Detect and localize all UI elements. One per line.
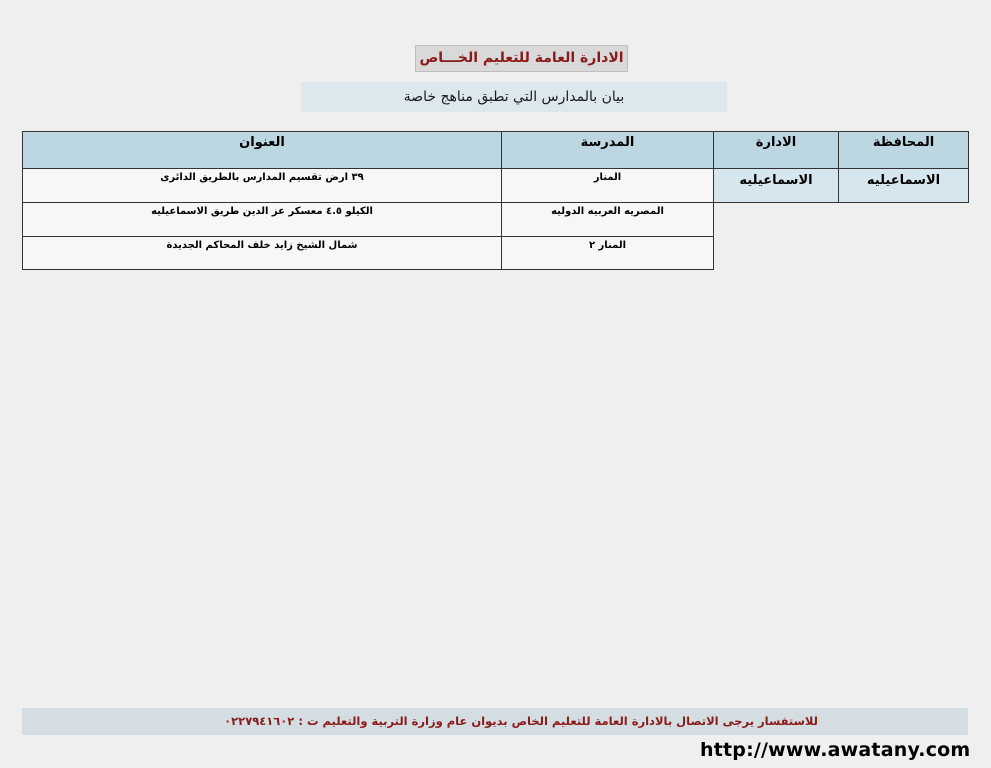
inquiry-footer: للاستفسار يرجى الاتصال بالادارة العامة للتعليم الخاص بديوان عام وزارة التربية والتعليم ت : ٠٢٢٧٩٤١٦٠٢ — [22, 708, 968, 735]
header-governorate: المحافظة — [838, 131, 969, 169]
header-address: العنوان — [22, 131, 502, 169]
header-administration: الادارة — [713, 131, 839, 169]
table-row-school: المصريه العربيه الدوليه — [501, 202, 714, 237]
header-school: المدرسة — [501, 131, 714, 169]
table-row-address: ٣٩ ارض تقسيم المدارس بالطريق الدائرى — [22, 168, 502, 203]
table-row-school: المنار — [501, 168, 714, 203]
administration-value: الاسماعيليه — [713, 168, 839, 203]
website-url[interactable]: http://www.awatany.com — [700, 739, 971, 761]
table-row-address: الكيلو ٤.٥ معسكر عز الدين طريق الاسماعيليه — [22, 202, 502, 237]
governorate-value: الاسماعيليه — [838, 168, 969, 203]
table-row-address: شمال الشيخ زايد خلف المحاكم الجديدة — [22, 236, 502, 270]
document-subtitle: بيان بالمدارس التي تطبق مناهج خاصة — [301, 82, 727, 112]
table-row-school: المنار ٢ — [501, 236, 714, 270]
document-title: الادارة العامة للتعليم الخـــاص — [415, 45, 628, 72]
